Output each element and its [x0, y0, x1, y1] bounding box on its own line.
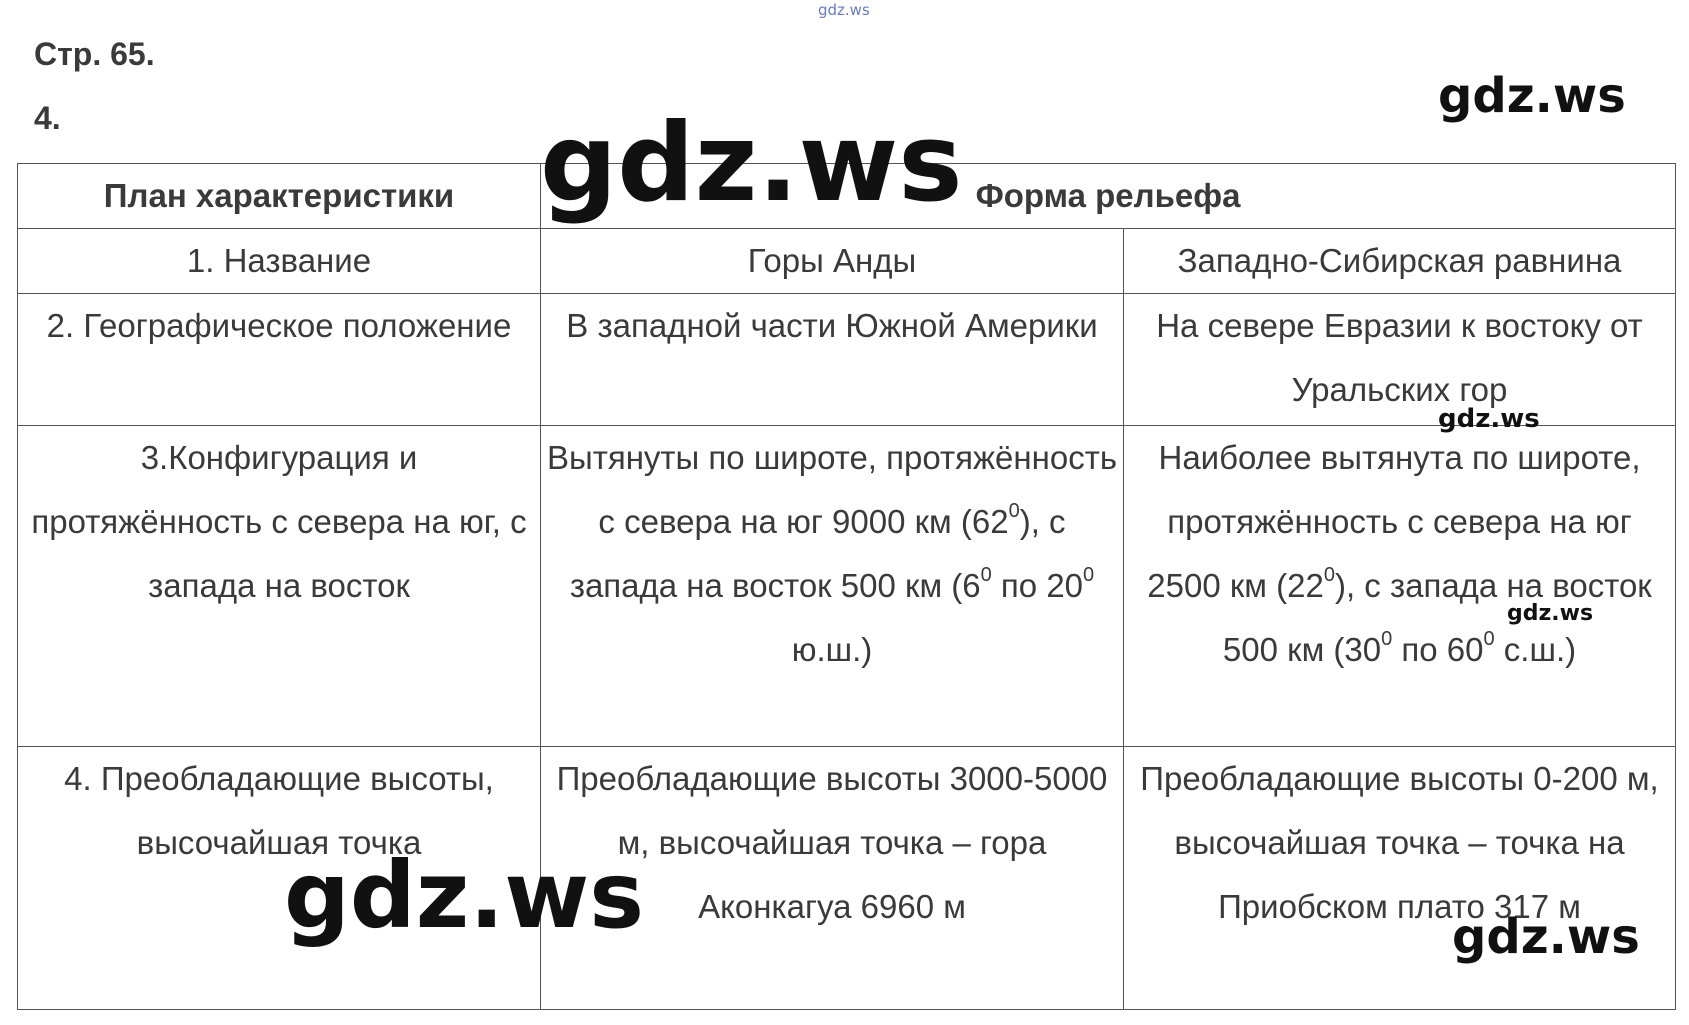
andes-text-part: ю.ш.) — [791, 631, 873, 668]
siberia-text-part: по 60 — [1392, 631, 1484, 668]
degree-superscript: 0 — [1381, 628, 1393, 650]
andes-text-part: по 20 — [991, 567, 1084, 604]
degree-superscript: 0 — [1483, 628, 1495, 650]
row-label-cell: 2. Географическое положение — [18, 294, 541, 426]
andes-cell: В западной части Южной Америки — [541, 294, 1124, 426]
row-label-cell: 4. Преобладающие высоты, высочайшая точка — [18, 747, 541, 1010]
watermark-large-top: gdz.ws — [540, 101, 963, 226]
watermark-mid-right: gdz.ws — [1438, 404, 1540, 434]
andes-text-part: ), с запада на восток 500 км (6 — [569, 503, 1066, 604]
degree-superscript: 0 — [980, 564, 992, 586]
characteristics-table — [17, 163, 1676, 1010]
watermark-bottom-right: gdz.ws — [1452, 909, 1640, 965]
andes-text-part: Вытянуты по широте, протяжённость с севера на юг 9000 км (62 — [546, 439, 1118, 540]
andes-cell — [541, 426, 1124, 747]
siberia-text-part: ), с запада на восток 500 км (30 — [1222, 567, 1652, 668]
watermark-small-right: gdz.ws — [1507, 601, 1594, 626]
table-row — [18, 229, 1676, 294]
header-plan-cell: План характеристики — [18, 164, 541, 229]
andes-cell: Горы Анды — [541, 229, 1124, 294]
degree-superscript: 0 — [1323, 564, 1335, 586]
table-row — [18, 747, 1676, 1010]
degree-superscript: 0 — [1083, 564, 1095, 586]
task-number: 4. — [34, 100, 61, 136]
degree-superscript: 0 — [1008, 500, 1020, 522]
siberia-cell: Западно-Сибирская равнина — [1124, 229, 1676, 294]
andes-cell: Преобладающие высоты 3000-5000 м, высочайшая точка – гора Аконкагуа 6960 м — [541, 747, 1124, 1010]
siberia-text-part: Наиболее вытянута по широте, протяжённость с севера на юг 2500 км (22 — [1147, 439, 1641, 604]
row-label-cell: 1. Название — [18, 229, 541, 294]
watermark-tiny-top: gdz.ws — [818, 1, 870, 19]
page-reference: Стр. 65. — [34, 36, 155, 72]
siberia-cell — [1124, 426, 1676, 747]
table-row — [18, 294, 1676, 426]
watermark-top-right: gdz.ws — [1438, 68, 1626, 124]
siberia-text-part: с.ш.) — [1494, 631, 1577, 668]
header-landform-cell: Форма рельефа — [541, 164, 1676, 229]
table-row — [18, 426, 1676, 747]
siberia-cell: На севере Евразии к востоку от Уральских гор — [1124, 294, 1676, 426]
row-label-cell: 3.Конфигурация и протяжённость с севера на юг, с запада на восток — [18, 426, 541, 747]
watermark-large-bottom: gdz.ws — [284, 842, 644, 949]
siberia-cell: Преобладающие высоты 0-200 м, высочайшая точка – точка на Приобском плато 317 м — [1124, 747, 1676, 1010]
